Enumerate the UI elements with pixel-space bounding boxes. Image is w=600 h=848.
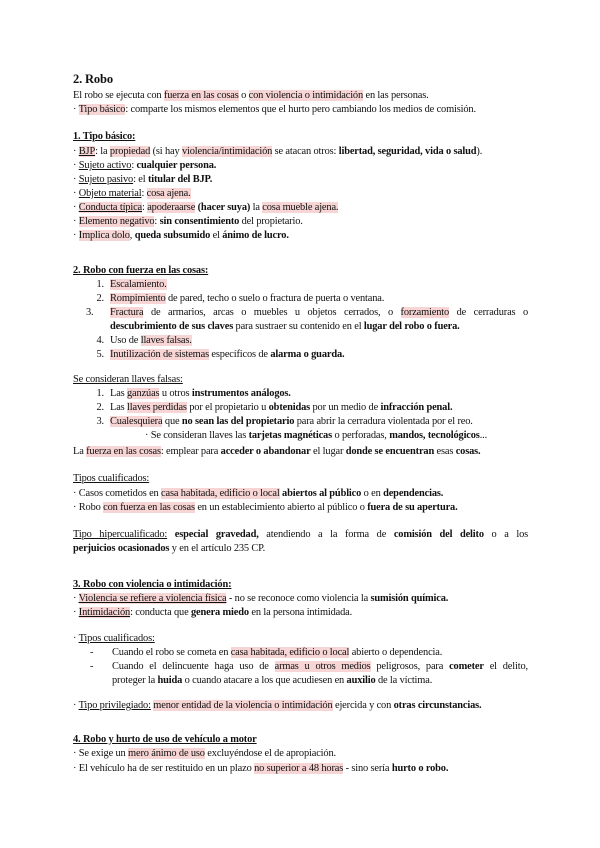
intro-line-1: El robo se ejecuta con fuerza en las cosas o con violencia o intimidación en las personas. [73,90,429,101]
llaves-item-1: 1. Las ganzúas u otros instrumentos análogos. [96,388,291,399]
vi-line-2: · Intimidación: conducta que genera miedo en la persona intimidada. [73,607,353,618]
fz-hipercualificado-line-2: perjuicios ocasionados y en el artículo 235 CP. [73,543,266,554]
fz-item-3-line-2: descubrimiento de sus claves para sustraer su contenido en el lugar del robo o fuera. [110,321,460,332]
llaves-title: Se consideran llaves falsas: [73,374,183,385]
tb-conducta-tipica: · Conducta típica: apoderaarse (hacer suya) la cosa mueble ajena. [73,202,339,213]
tb-objeto-material: · Objeto material: cosa ajena. [73,188,191,199]
vi-cualificados-2-line-1: - Cuando el delincuente haga uso de armas u otros medios peligrosos, para cometer el delito, [90,661,528,672]
tb-sujeto-pasivo: · Sujeto pasivo: el titular del BJP. [73,174,213,185]
subsection-title-violencia: 3. Robo con violencia o intimidación: [73,579,232,590]
fz-cualificados-title: Tipos cualificados: [73,473,150,484]
fz-item-5: 5. Inutilización de sistemas específicos de alarma o guarda. [96,349,345,360]
vi-cualificados-1: - Cuando el robo se cometa en casa habitada, edificio o local abierto o dependencia. [90,647,443,658]
subsection-title-tipo-basico: 1. Tipo básico: [73,131,136,142]
vi-cualificados-2-line-2: proteger la huida o cuando atacare a los que acudiesen en auxilio de la víctima. [112,675,433,686]
llaves-item-3-sub: · Se consideran llaves las tarjetas magnéticas o perforadas, mandos, tecnológicos... [145,430,488,441]
us-line-2: · El vehículo ha de ser restituido en un plazo no superior a 48 horas - sino sería hurto o robo. [73,763,449,774]
fz-cualificados-1: · Casos cometidos en casa habitada, edificio o local abiertos al público o en dependencias. [73,488,444,499]
tb-bjp: · BJP: la propiedad (si hay violencia/intimidación se atacan otros: libertad, seguridad, vida o salud). [73,146,483,157]
fz-hipercualificado-line-1: Tipo hipercualificado: especial gravedad, atendiendo a la forma de comisión del delito o a los [73,529,529,540]
us-line-1: · Se exige un mero ánimo de uso excluyéndose el de apropiación. [73,748,336,759]
llaves-item-3: 3. Cualesquiera que no sean las del propietario para abrir la cerradura violentada por el reo. [96,416,473,427]
vi-cualificados-title: · Tipos cualificados: [73,633,155,644]
vi-line-1: · Violencia se refiere a violencia física - no se reconoce como violencia la sumisión química. [73,593,449,604]
fz-cualificados-2: · Robo con fuerza en las cosas en un establecimiento abierto al público o fuera de su apertura. [73,502,458,513]
subsection-title-fuerza: 2. Robo con fuerza en las cosas: [73,265,209,276]
fz-item-2: 2. Rompimiento de pared, techo o suelo o fractura de puerta o ventana. [96,293,385,304]
tb-implica-dolo: · Implica dolo, queda subsumido el ánimo de lucro. [73,230,289,241]
tb-sujeto-activo: · Sujeto activo: cualquier persona. [73,160,217,171]
fz-item-4: 4. Uso de llaves falsas. [96,335,192,346]
subsection-title-uso: 4. Robo y hurto de uso de vehículo a motor [73,734,257,745]
fz-item-3-line-1: 3. Fractura de armarios, arcas o muebles u objetos cerrados, o forzamiento de cerraduras o [86,307,528,318]
tb-elemento-negativo: · Elemento negativo: sin consentimiento del propietario. [73,216,303,227]
fuerza-definicion: La fuerza en las cosas: emplear para acceder o abandonar el lugar donde se encuentran esas cosas. [73,446,481,457]
llaves-item-2: 2. Las llaves perdidas por el propietario u obtenidas por un medio de infracción penal. [96,402,453,413]
vi-privilegiado: · Tipo privilegiado: menor entidad de la violencia o intimidación ejercida y con otras circunstancias. [73,700,482,711]
fz-item-1: 1. Escalamiento. [96,279,167,290]
intro-line-2: · Tipo básico: comparte los mismos elementos que el hurto pero cambiando los medios de comisión. [73,104,476,115]
section-title-robo: 2. Robo [73,72,113,86]
